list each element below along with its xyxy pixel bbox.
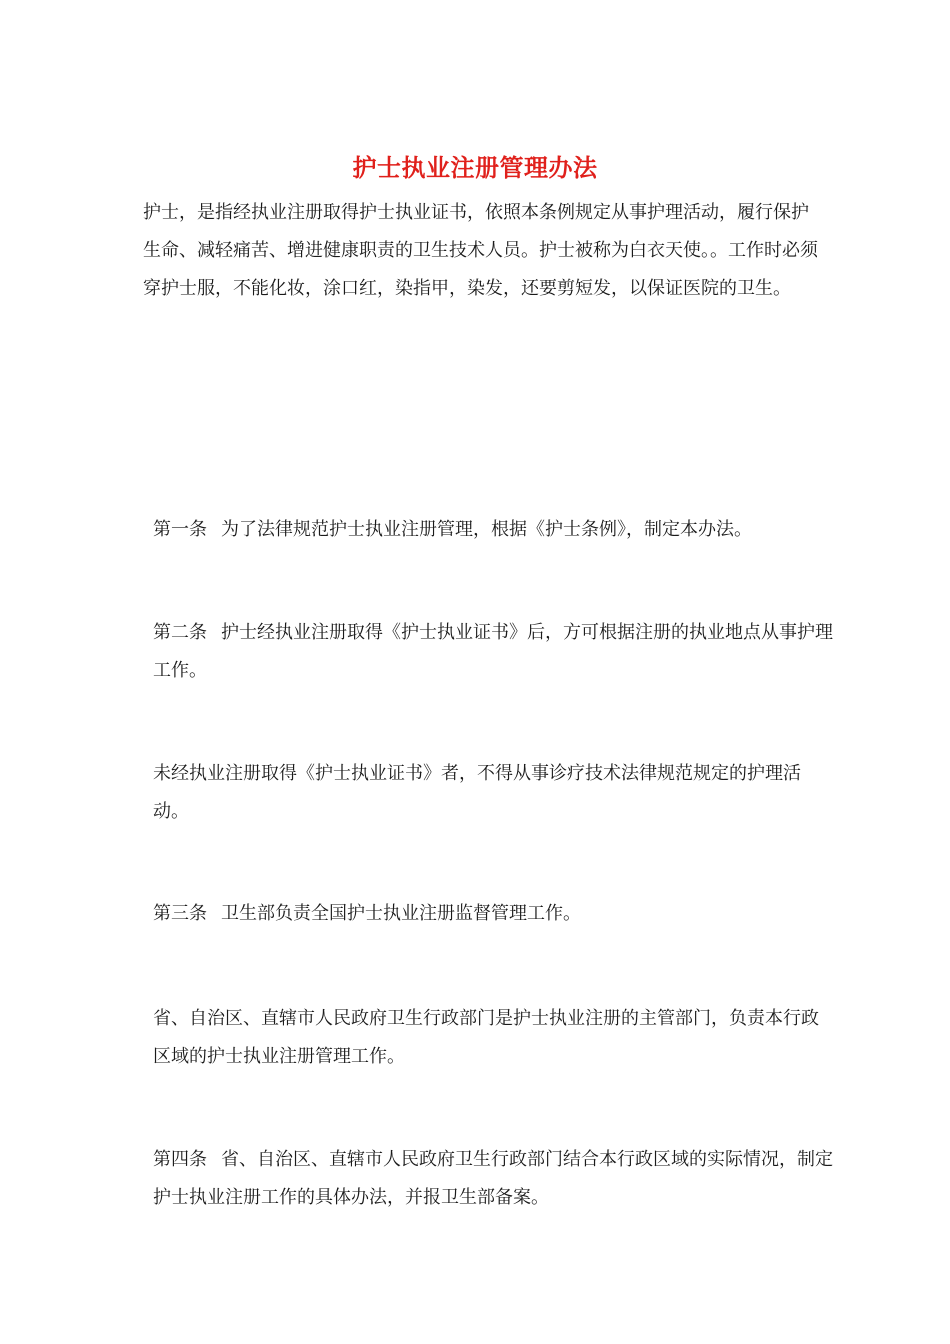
article-number: 第三条 [153,903,207,924]
document-title: 护士执业注册管理办法 [352,153,598,182]
article-number: 第二条 [153,622,207,643]
article-text: 省、自治区、直辖市人民政府卫生行政部门是护士执业注册的主管部门，负责本行政区域的护士执业注册管理工作。 [153,1008,819,1067]
article-3-paragraph [143,895,833,933]
article-4-paragraph [143,1141,833,1217]
article-text: 未经执业注册取得《护士执业证书》者，不得从事诊疗技术法律规范规定的护理活动。 [153,763,801,822]
article-text: 为了法律规范护士执业注册管理，根据《护士条例》，制定本办法。 [221,519,752,540]
article-text: 省、自治区、直辖市人民政府卫生行政部门结合本行政区域的实际情况，制定护士执业注册工作的具体办法，并报卫生部备案。 [153,1149,833,1208]
article-2-paragraph [143,614,833,690]
intro-paragraph: 护士，是指经执业注册取得护士执业证书，依照本条例规定从事护理活动，履行保护生命、减轻痛苦、增进健康职责的卫生技术人员。护士被称为白衣天使。。工作时必须穿护士服，不能化妆，涂口红，染指甲，染发，还要剪短发，以保证医院的卫生。 [143,202,818,299]
article-number: 第一条 [153,519,207,540]
article-text: 卫生部负责全国护士执业注册监督管理工作。 [221,903,581,924]
article-2-sub-paragraph [143,755,833,831]
article-text: 护士经执业注册取得《护士执业证书》后，方可根据注册的执业地点从事护理工作。 [153,622,833,681]
article-3-sub-paragraph [143,1000,833,1076]
article-1-paragraph [143,511,833,549]
article-number: 第四条 [153,1149,207,1170]
